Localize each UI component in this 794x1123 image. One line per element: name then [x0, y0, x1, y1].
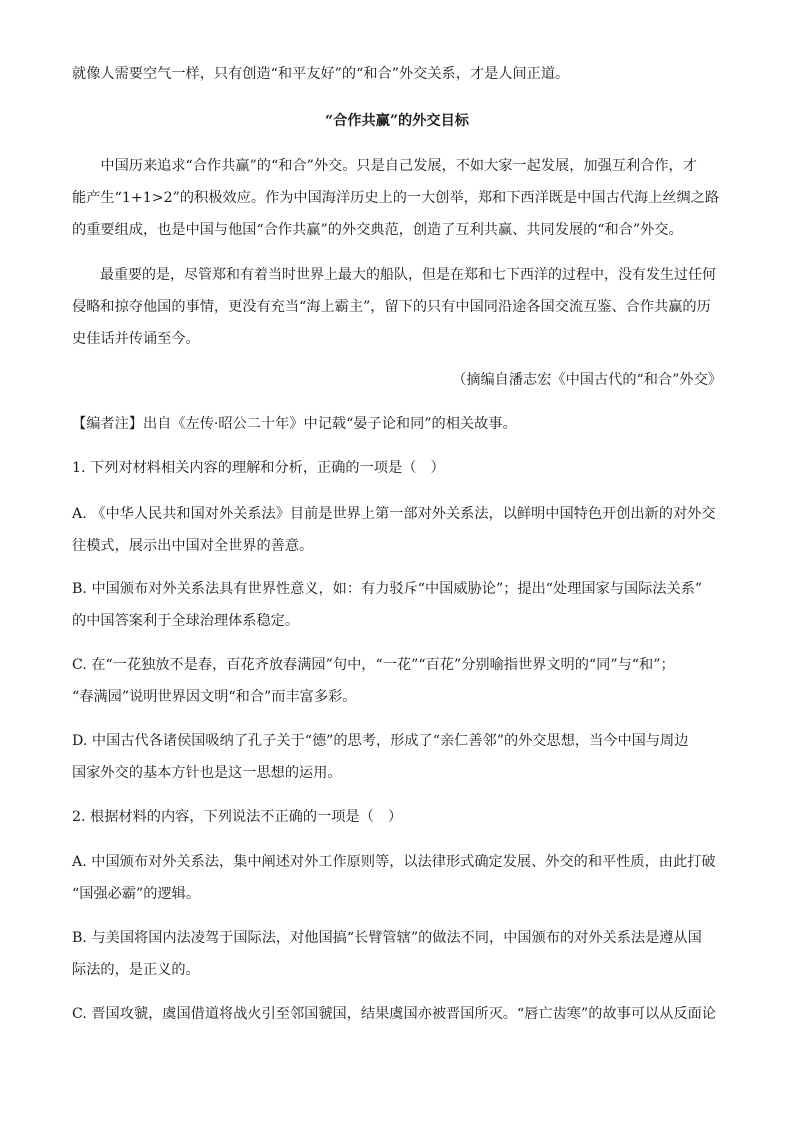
- option-d-line-2: 国家外交的基本方针也是这一思想的运用。: [72, 765, 342, 781]
- text-line: 能产生“1+1>2”的积极效应。作为中国海洋历史上的一大创举，郑和下西洋既是中国古代海上丝绸之路: [72, 190, 720, 206]
- option-a-line-2: 往模式，展示出中国对全世界的善意。: [72, 538, 314, 554]
- option-d-line-1: D. 中国古代各诸侯国吸纳了孔子关于“德”的思考，形成了“亲仁善邻”的外交思想，当今中国与周边: [72, 733, 689, 749]
- option-c-line-1: C. 晋国攻虢，虞国借道将战火引至邻国虢国，结果虞国亦被晋国所灭。“唇亡齿寒”的故事可以从反面论: [72, 1006, 716, 1022]
- editor-note: 【编者注】出自《左传·昭公二十年》中记载“晏子论和同”的相关故事。: [72, 416, 517, 432]
- question-2: 2. 根据材料的内容，下列说法不正确的一项是（ ）: [72, 809, 403, 825]
- option-b-line-1: B. 与美国将国内法凌驾于国际法，对他国搞“长臂管辖”的做法不同，中国颁布的对外关系法是遵从国: [72, 930, 702, 946]
- text-line: 侵略和掠夺他国的事情，更没有充当“海上霸主”，留下的只有中国同沿途各国交流互鉴、合作共赢的历: [72, 299, 711, 315]
- text-line: 的重要组成，也是中国与他国“合作共赢”的外交典范，创造了互利共赢、共同发展的“和合”外交。: [72, 222, 683, 238]
- option-b-line-2: 的中国答案利于全球治理体系稳定。: [72, 613, 300, 629]
- text-line: 史佳话并传诵至今。: [72, 331, 200, 347]
- section-heading: “合作共赢”的外交目标: [324, 113, 469, 129]
- question-1: 1. 下列对材料相关内容的理解和分析，正确的一项是（ ）: [72, 460, 445, 476]
- option-b-line-1: B. 中国颁布对外关系法具有世界性意义，如：有力驳斥“中国威胁论”；提出“处理国家与国际法关系”: [72, 581, 703, 597]
- option-b-line-2: 际法的，是正义的。: [72, 962, 200, 978]
- text-line: 就像人需要空气一样，只有创造“和平友好”的“和合”外交关系，才是人间正道。: [72, 66, 570, 82]
- source-citation: （摘编自潘志宏《中国古代的“和合”外交》: [452, 372, 722, 388]
- option-a-line-1: A. 《中华人民共和国对外关系法》目前是世界上第一部对外关系法，以鲜明中国特色开创出新的对外交: [72, 506, 716, 522]
- option-c-line-2: “春满园”说明世界因文明“和合”而丰富多彩。: [72, 689, 357, 705]
- option-a-line-2: “国强必霸”的逻辑。: [72, 886, 201, 902]
- text-line: 中国历来追求“合作共赢”的“和合”外交。只是自己发展，不如大家一起发展，加强互利合作，才: [72, 158, 697, 174]
- option-a-line-1: A. 中国颁布对外关系法，集中阐述对外工作原则等，以法律形式确定发展、外交的和平性质，由此打破: [72, 854, 716, 870]
- text-line: 最重要的是，尽管郑和有着当时世界上最大的船队，但是在郑和七下西洋的过程中，没有发生过任何: [72, 267, 716, 283]
- option-c-line-1: C. 在“一花独放不是春，百花齐放春满园”句中，“一花”“百花”分别喻指世界文明的“同”与“和”；: [72, 657, 675, 673]
